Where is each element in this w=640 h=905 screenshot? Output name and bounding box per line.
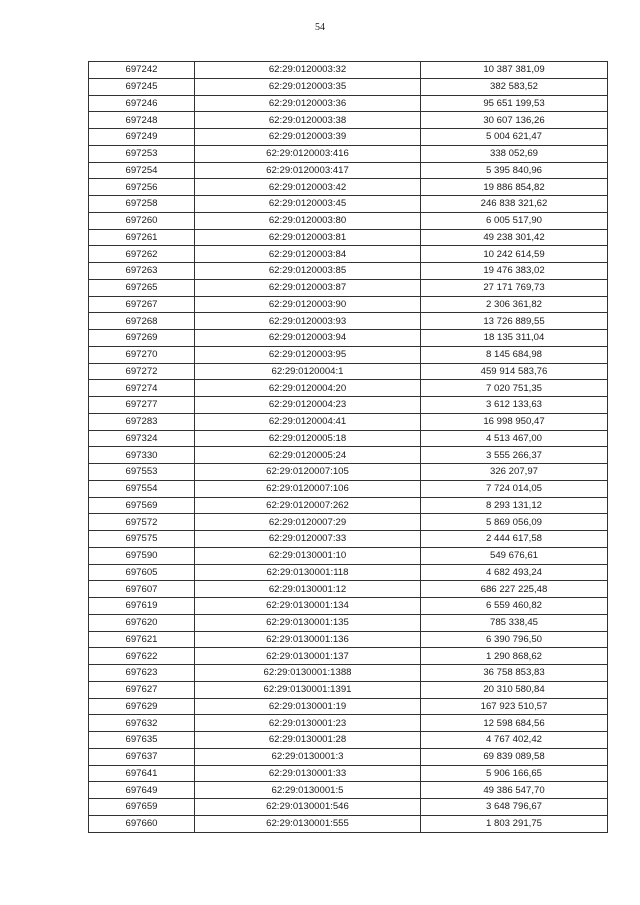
- cadastral-number-cell: 62:29:0120003:45: [195, 196, 421, 213]
- table-row: [89, 799, 608, 816]
- row-number-cell: 697263: [89, 263, 195, 280]
- cadastral-number-cell: 62:29:0120007:29: [195, 514, 421, 531]
- table-row: [89, 95, 608, 112]
- table-row: [89, 598, 608, 615]
- table-row: [89, 614, 608, 631]
- cadastral-number-cell: 62:29:0120003:85: [195, 263, 421, 280]
- cadastral-value-cell: 30 607 136,26: [421, 112, 608, 129]
- cadastral-value-cell: 3 612 133,63: [421, 397, 608, 414]
- cadastral-value-cell: 10 387 381,09: [421, 62, 608, 79]
- cadastral-value-cell: 7 724 014,05: [421, 480, 608, 497]
- cadastral-number-cell: 62:29:0120003:32: [195, 62, 421, 79]
- cadastral-number-cell: 62:29:0130001:118: [195, 564, 421, 581]
- table-row: [89, 464, 608, 481]
- table-row: [89, 648, 608, 665]
- table-row: [89, 246, 608, 263]
- row-number-cell: 697590: [89, 547, 195, 564]
- table-row: [89, 782, 608, 799]
- cadastral-value-cell: 19 886 854,82: [421, 179, 608, 196]
- table-row: [89, 78, 608, 95]
- cadastral-value-cell: 459 914 583,76: [421, 363, 608, 380]
- cadastral-value-cell: 686 227 225,48: [421, 581, 608, 598]
- cadastral-number-cell: 62:29:0120003:87: [195, 279, 421, 296]
- cadastral-value-cell: 3 555 266,37: [421, 447, 608, 464]
- cadastral-value-cell: 20 310 580,84: [421, 681, 608, 698]
- cadastral-value-cell: 5 906 166,65: [421, 765, 608, 782]
- table-row: [89, 748, 608, 765]
- cadastral-number-cell: 62:29:0130001:23: [195, 715, 421, 732]
- row-number-cell: 697272: [89, 363, 195, 380]
- row-number-cell: 697262: [89, 246, 195, 263]
- table-row: [89, 732, 608, 749]
- cadastral-number-cell: 62:29:0120005:24: [195, 447, 421, 464]
- cadastral-number-cell: 62:29:0120004:1: [195, 363, 421, 380]
- row-number-cell: 697242: [89, 62, 195, 79]
- row-number-cell: 697623: [89, 665, 195, 682]
- row-number-cell: 697635: [89, 732, 195, 749]
- table-row: [89, 765, 608, 782]
- table-row: [89, 380, 608, 397]
- table-row: [89, 196, 608, 213]
- row-number-cell: 697607: [89, 581, 195, 598]
- cadastral-number-cell: 62:29:0130001:137: [195, 648, 421, 665]
- row-number-cell: 697248: [89, 112, 195, 129]
- cadastral-number-cell: 62:29:0120003:80: [195, 212, 421, 229]
- row-number-cell: 697554: [89, 480, 195, 497]
- table-row: [89, 62, 608, 79]
- table-row: [89, 279, 608, 296]
- table-row: [89, 397, 608, 414]
- cadastral-number-cell: 62:29:0130001:136: [195, 631, 421, 648]
- row-number-cell: 697621: [89, 631, 195, 648]
- row-number-cell: 697249: [89, 129, 195, 146]
- table-row: [89, 179, 608, 196]
- row-number-cell: 697627: [89, 681, 195, 698]
- cadastral-number-cell: 62:29:0130001:555: [195, 815, 421, 832]
- cadastral-number-cell: 62:29:0120007:105: [195, 464, 421, 481]
- table-row: [89, 665, 608, 682]
- row-number-cell: 697260: [89, 212, 195, 229]
- cadastral-number-cell: 62:29:0130001:1391: [195, 681, 421, 698]
- cadastral-number-cell: 62:29:0120003:90: [195, 296, 421, 313]
- table-row: [89, 263, 608, 280]
- row-number-cell: 697659: [89, 799, 195, 816]
- cadastral-number-cell: 62:29:0120003:36: [195, 95, 421, 112]
- cadastral-value-cell: 95 651 199,53: [421, 95, 608, 112]
- cadastral-value-cell: 13 726 889,55: [421, 313, 608, 330]
- table-row: [89, 581, 608, 598]
- table-row: [89, 112, 608, 129]
- cadastral-number-cell: 62:29:0120007:106: [195, 480, 421, 497]
- cadastral-number-cell: 62:29:0130001:33: [195, 765, 421, 782]
- table-row: [89, 715, 608, 732]
- row-number-cell: 697256: [89, 179, 195, 196]
- cadastral-value-cell: 5 869 056,09: [421, 514, 608, 531]
- cadastral-value-cell: 8 145 684,98: [421, 346, 608, 363]
- cadastral-value-cell: 4 682 493,24: [421, 564, 608, 581]
- cadastral-value-cell: 2 444 617,58: [421, 531, 608, 548]
- table-row: [89, 129, 608, 146]
- table-row: [89, 212, 608, 229]
- cadastral-number-cell: 62:29:0120003:94: [195, 330, 421, 347]
- cadastral-number-cell: 62:29:0120007:262: [195, 497, 421, 514]
- table-row: [89, 480, 608, 497]
- cadastral-number-cell: 62:29:0120003:39: [195, 129, 421, 146]
- table-row: [89, 330, 608, 347]
- cadastral-number-cell: 62:29:0120003:42: [195, 179, 421, 196]
- cadastral-value-cell: 382 583,52: [421, 78, 608, 95]
- table-row: [89, 296, 608, 313]
- cadastral-number-cell: 62:29:0130001:19: [195, 698, 421, 715]
- row-number-cell: 697629: [89, 698, 195, 715]
- cadastral-number-cell: 62:29:0120003:95: [195, 346, 421, 363]
- cadastral-value-cell: 338 052,69: [421, 145, 608, 162]
- row-number-cell: 697269: [89, 330, 195, 347]
- cadastral-number-cell: 62:29:0120003:35: [195, 78, 421, 95]
- cadastral-value-cell: 5 004 621,47: [421, 129, 608, 146]
- cadastral-number-cell: 62:29:0130001:10: [195, 547, 421, 564]
- cadastral-value-cell: 3 648 796,67: [421, 799, 608, 816]
- cadastral-number-cell: 62:29:0120007:33: [195, 531, 421, 548]
- table-row: [89, 681, 608, 698]
- cadastral-value-table: [88, 61, 608, 833]
- cadastral-value-cell: 4 767 402,42: [421, 732, 608, 749]
- row-number-cell: 697274: [89, 380, 195, 397]
- cadastral-value-cell: 1 803 291,75: [421, 815, 608, 832]
- row-number-cell: 697330: [89, 447, 195, 464]
- row-number-cell: 697246: [89, 95, 195, 112]
- row-number-cell: 697261: [89, 229, 195, 246]
- table-row: [89, 413, 608, 430]
- cadastral-value-cell: 6 559 460,82: [421, 598, 608, 615]
- cadastral-value-cell: 18 135 311,04: [421, 330, 608, 347]
- row-number-cell: 697283: [89, 413, 195, 430]
- row-number-cell: 697258: [89, 196, 195, 213]
- table-row: [89, 363, 608, 380]
- cadastral-value-cell: 6 390 796,50: [421, 631, 608, 648]
- cadastral-number-cell: 62:29:0130001:546: [195, 799, 421, 816]
- cadastral-value-cell: 16 998 950,47: [421, 413, 608, 430]
- cadastral-value-cell: 4 513 467,00: [421, 430, 608, 447]
- cadastral-number-cell: 62:29:0120004:41: [195, 413, 421, 430]
- cadastral-value-cell: 10 242 614,59: [421, 246, 608, 263]
- cadastral-number-cell: 62:29:0130001:12: [195, 581, 421, 598]
- cadastral-number-cell: 62:29:0120003:93: [195, 313, 421, 330]
- cadastral-value-cell: 6 005 517,90: [421, 212, 608, 229]
- cadastral-value-cell: 49 238 301,42: [421, 229, 608, 246]
- cadastral-value-cell: 1 290 868,62: [421, 648, 608, 665]
- cadastral-number-cell: 62:29:0130001:3: [195, 748, 421, 765]
- row-number-cell: 697265: [89, 279, 195, 296]
- table-row: [89, 698, 608, 715]
- page-number: 54: [315, 22, 325, 33]
- cadastral-number-cell: 62:29:0120005:18: [195, 430, 421, 447]
- cadastral-value-cell: 5 395 840,96: [421, 162, 608, 179]
- cadastral-value-cell: 549 676,61: [421, 547, 608, 564]
- cadastral-value-cell: 785 338,45: [421, 614, 608, 631]
- cadastral-value-cell: 12 598 684,56: [421, 715, 608, 732]
- row-number-cell: 697620: [89, 614, 195, 631]
- cadastral-value-cell: 8 293 131,12: [421, 497, 608, 514]
- row-number-cell: 697253: [89, 145, 195, 162]
- row-number-cell: 697619: [89, 598, 195, 615]
- row-number-cell: 697572: [89, 514, 195, 531]
- table-row: [89, 162, 608, 179]
- cadastral-number-cell: 62:29:0120003:38: [195, 112, 421, 129]
- cadastral-number-cell: 62:29:0120003:417: [195, 162, 421, 179]
- cadastral-value-cell: 69 839 089,58: [421, 748, 608, 765]
- cadastral-number-cell: 62:29:0130001:134: [195, 598, 421, 615]
- row-number-cell: 697649: [89, 782, 195, 799]
- row-number-cell: 697569: [89, 497, 195, 514]
- row-number-cell: 697660: [89, 815, 195, 832]
- row-number-cell: 697267: [89, 296, 195, 313]
- table-row: [89, 346, 608, 363]
- cadastral-number-cell: 62:29:0130001:1388: [195, 665, 421, 682]
- row-number-cell: 697622: [89, 648, 195, 665]
- cadastral-number-cell: 62:29:0120003:84: [195, 246, 421, 263]
- table-row: [89, 145, 608, 162]
- cadastral-number-cell: 62:29:0130001:28: [195, 732, 421, 749]
- cadastral-value-cell: 36 758 853,83: [421, 665, 608, 682]
- row-number-cell: 697575: [89, 531, 195, 548]
- cadastral-value-cell: 326 207,97: [421, 464, 608, 481]
- cadastral-value-cell: 167 923 510,57: [421, 698, 608, 715]
- table-row: [89, 514, 608, 531]
- row-number-cell: 697270: [89, 346, 195, 363]
- row-number-cell: 697324: [89, 430, 195, 447]
- row-number-cell: 697254: [89, 162, 195, 179]
- cadastral-number-cell: 62:29:0120004:20: [195, 380, 421, 397]
- cadastral-number-cell: 62:29:0120003:416: [195, 145, 421, 162]
- row-number-cell: 697637: [89, 748, 195, 765]
- cadastral-number-cell: 62:29:0130001:135: [195, 614, 421, 631]
- row-number-cell: 697641: [89, 765, 195, 782]
- cadastral-value-cell: 2 306 361,82: [421, 296, 608, 313]
- cadastral-number-cell: 62:29:0120004:23: [195, 397, 421, 414]
- row-number-cell: 697268: [89, 313, 195, 330]
- cadastral-value-cell: 7 020 751,35: [421, 380, 608, 397]
- table-row: [89, 547, 608, 564]
- table-body: [89, 62, 608, 833]
- table-row: [89, 430, 608, 447]
- cadastral-value-cell: 19 476 383,02: [421, 263, 608, 280]
- row-number-cell: 697277: [89, 397, 195, 414]
- cadastral-value-cell: 27 171 769,73: [421, 279, 608, 296]
- table-row: [89, 564, 608, 581]
- row-number-cell: 697632: [89, 715, 195, 732]
- row-number-cell: 697553: [89, 464, 195, 481]
- table-row: [89, 313, 608, 330]
- cadastral-value-cell: 49 386 547,70: [421, 782, 608, 799]
- cadastral-value-cell: 246 838 321,62: [421, 196, 608, 213]
- table-row: [89, 497, 608, 514]
- cadastral-number-cell: 62:29:0120003:81: [195, 229, 421, 246]
- row-number-cell: 697245: [89, 78, 195, 95]
- table-row: [89, 229, 608, 246]
- table-row: [89, 815, 608, 832]
- table-row: [89, 631, 608, 648]
- cadastral-number-cell: 62:29:0130001:5: [195, 782, 421, 799]
- row-number-cell: 697605: [89, 564, 195, 581]
- table-row: [89, 531, 608, 548]
- table-row: [89, 447, 608, 464]
